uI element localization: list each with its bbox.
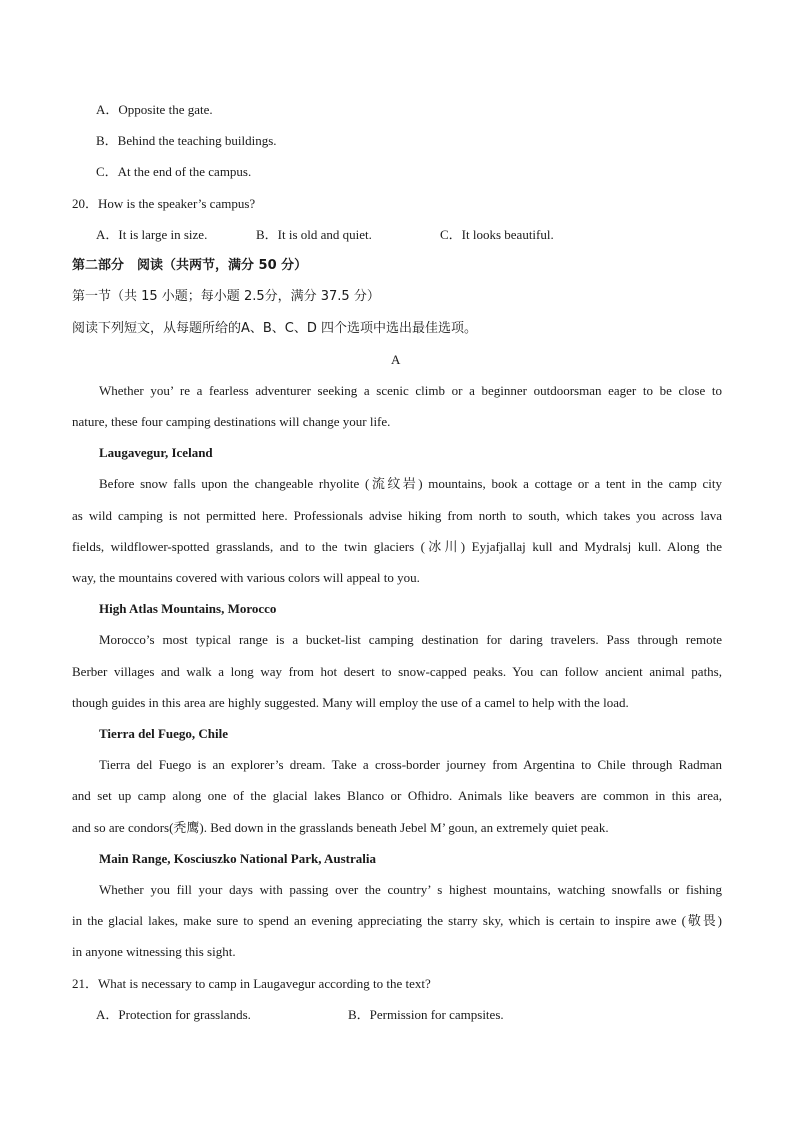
- p2-line-2: Berber villages and walk a long way from hot desert to snow-capped peaks. You can follow ancient animal paths,: [72, 664, 722, 679]
- q19-option-c: C．At the end of the campus.: [96, 164, 252, 179]
- p2-line-3: though guides in this area are highly suggested. Many will employ the use of a camel to help with the load.: [72, 695, 629, 710]
- q19-option-b: B．Behind the teaching buildings.: [96, 133, 277, 148]
- q20-option-a: A．It is large in size.: [96, 227, 208, 242]
- p1-line-2: as wild camping is not permitted here. Professionals advise hiking from north to south, which takes you across lava: [72, 508, 722, 523]
- q21-option-a: A．Protection for grasslands.: [96, 1007, 251, 1022]
- p4-line-2: in the glacial lakes, make sure to spend an evening appreciating the starry sky, which is certain to inspire awe (敬畏): [72, 913, 722, 928]
- p2-line-1: Morocco’s most typical range is a bucket-list camping destination for daring travelers. Pass through remote: [99, 632, 722, 647]
- subsection-title: 第一节（共 15 小题；每小题 2.5分，满分 37.5 分）: [72, 289, 380, 304]
- p1-line-4: way, the mountains covered with various colors will appeal to you.: [72, 570, 420, 585]
- q20-stem: 20．How is the speaker’s campus?: [72, 196, 256, 211]
- q20-option-c: C．It looks beautiful.: [440, 227, 554, 242]
- passage-label: A: [391, 352, 401, 367]
- intro-line-2: nature, these four camping destinations will change your life.: [72, 414, 391, 429]
- p4-line-3: in anyone witnessing this sight.: [72, 944, 236, 959]
- heading-laugavegur: Laugavegur, Iceland: [99, 445, 213, 460]
- q21-stem: 21．What is necessary to camp in Laugavegur according to the text?: [72, 976, 431, 991]
- q20-option-b: B．It is old and quiet.: [256, 227, 372, 242]
- p3-line-3: and so are condors(秃鹰). Bed down in the grasslands beneath Jebel M’ goun, an extremely quiet peak.: [72, 820, 609, 835]
- p1-line-1: Before snow falls upon the changeable rhyolite (流纹岩) mountains, book a cottage or a tent in the camp city: [99, 476, 722, 491]
- p3-line-1: Tierra del Fuego is an explorer’s dream. Take a cross-border journey from Argentina to Chile through Radman: [99, 757, 722, 772]
- q21-option-b: B．Permission for campsites.: [348, 1007, 504, 1022]
- intro-line-1: Whether you’ re a fearless adventurer seeking a scenic climb or a beginner outdoorsman eager to be close to: [99, 383, 722, 398]
- heading-tierra-del-fuego: Tierra del Fuego, Chile: [99, 726, 229, 741]
- p4-line-1: Whether you fill your days with passing over the country’ s highest mountains, watching snowfalls or fishing: [99, 882, 722, 897]
- p1-line-3: fields, wildflower-spotted grasslands, and to the twin glaciers (冰川) Eyjafjallaj kull and Mydralsj kull. Along the: [72, 539, 722, 554]
- heading-main-range: Main Range, Kosciuszko National Park, Australia: [99, 851, 376, 866]
- heading-high-atlas: High Atlas Mountains, Morocco: [99, 601, 277, 616]
- part-title: 第二部分 阅读（共两节，满分 50 分）: [72, 258, 308, 273]
- instruction: 阅读下列短文，从每题所给的A、B、C、D 四个选项中选出最佳选项。: [72, 321, 478, 336]
- q19-option-a: A．Opposite the gate.: [96, 102, 213, 117]
- p3-line-2: and set up camp along one of the glacial lakes Blanco or Ofhidro. Animals like beavers are common in this area,: [72, 788, 722, 803]
